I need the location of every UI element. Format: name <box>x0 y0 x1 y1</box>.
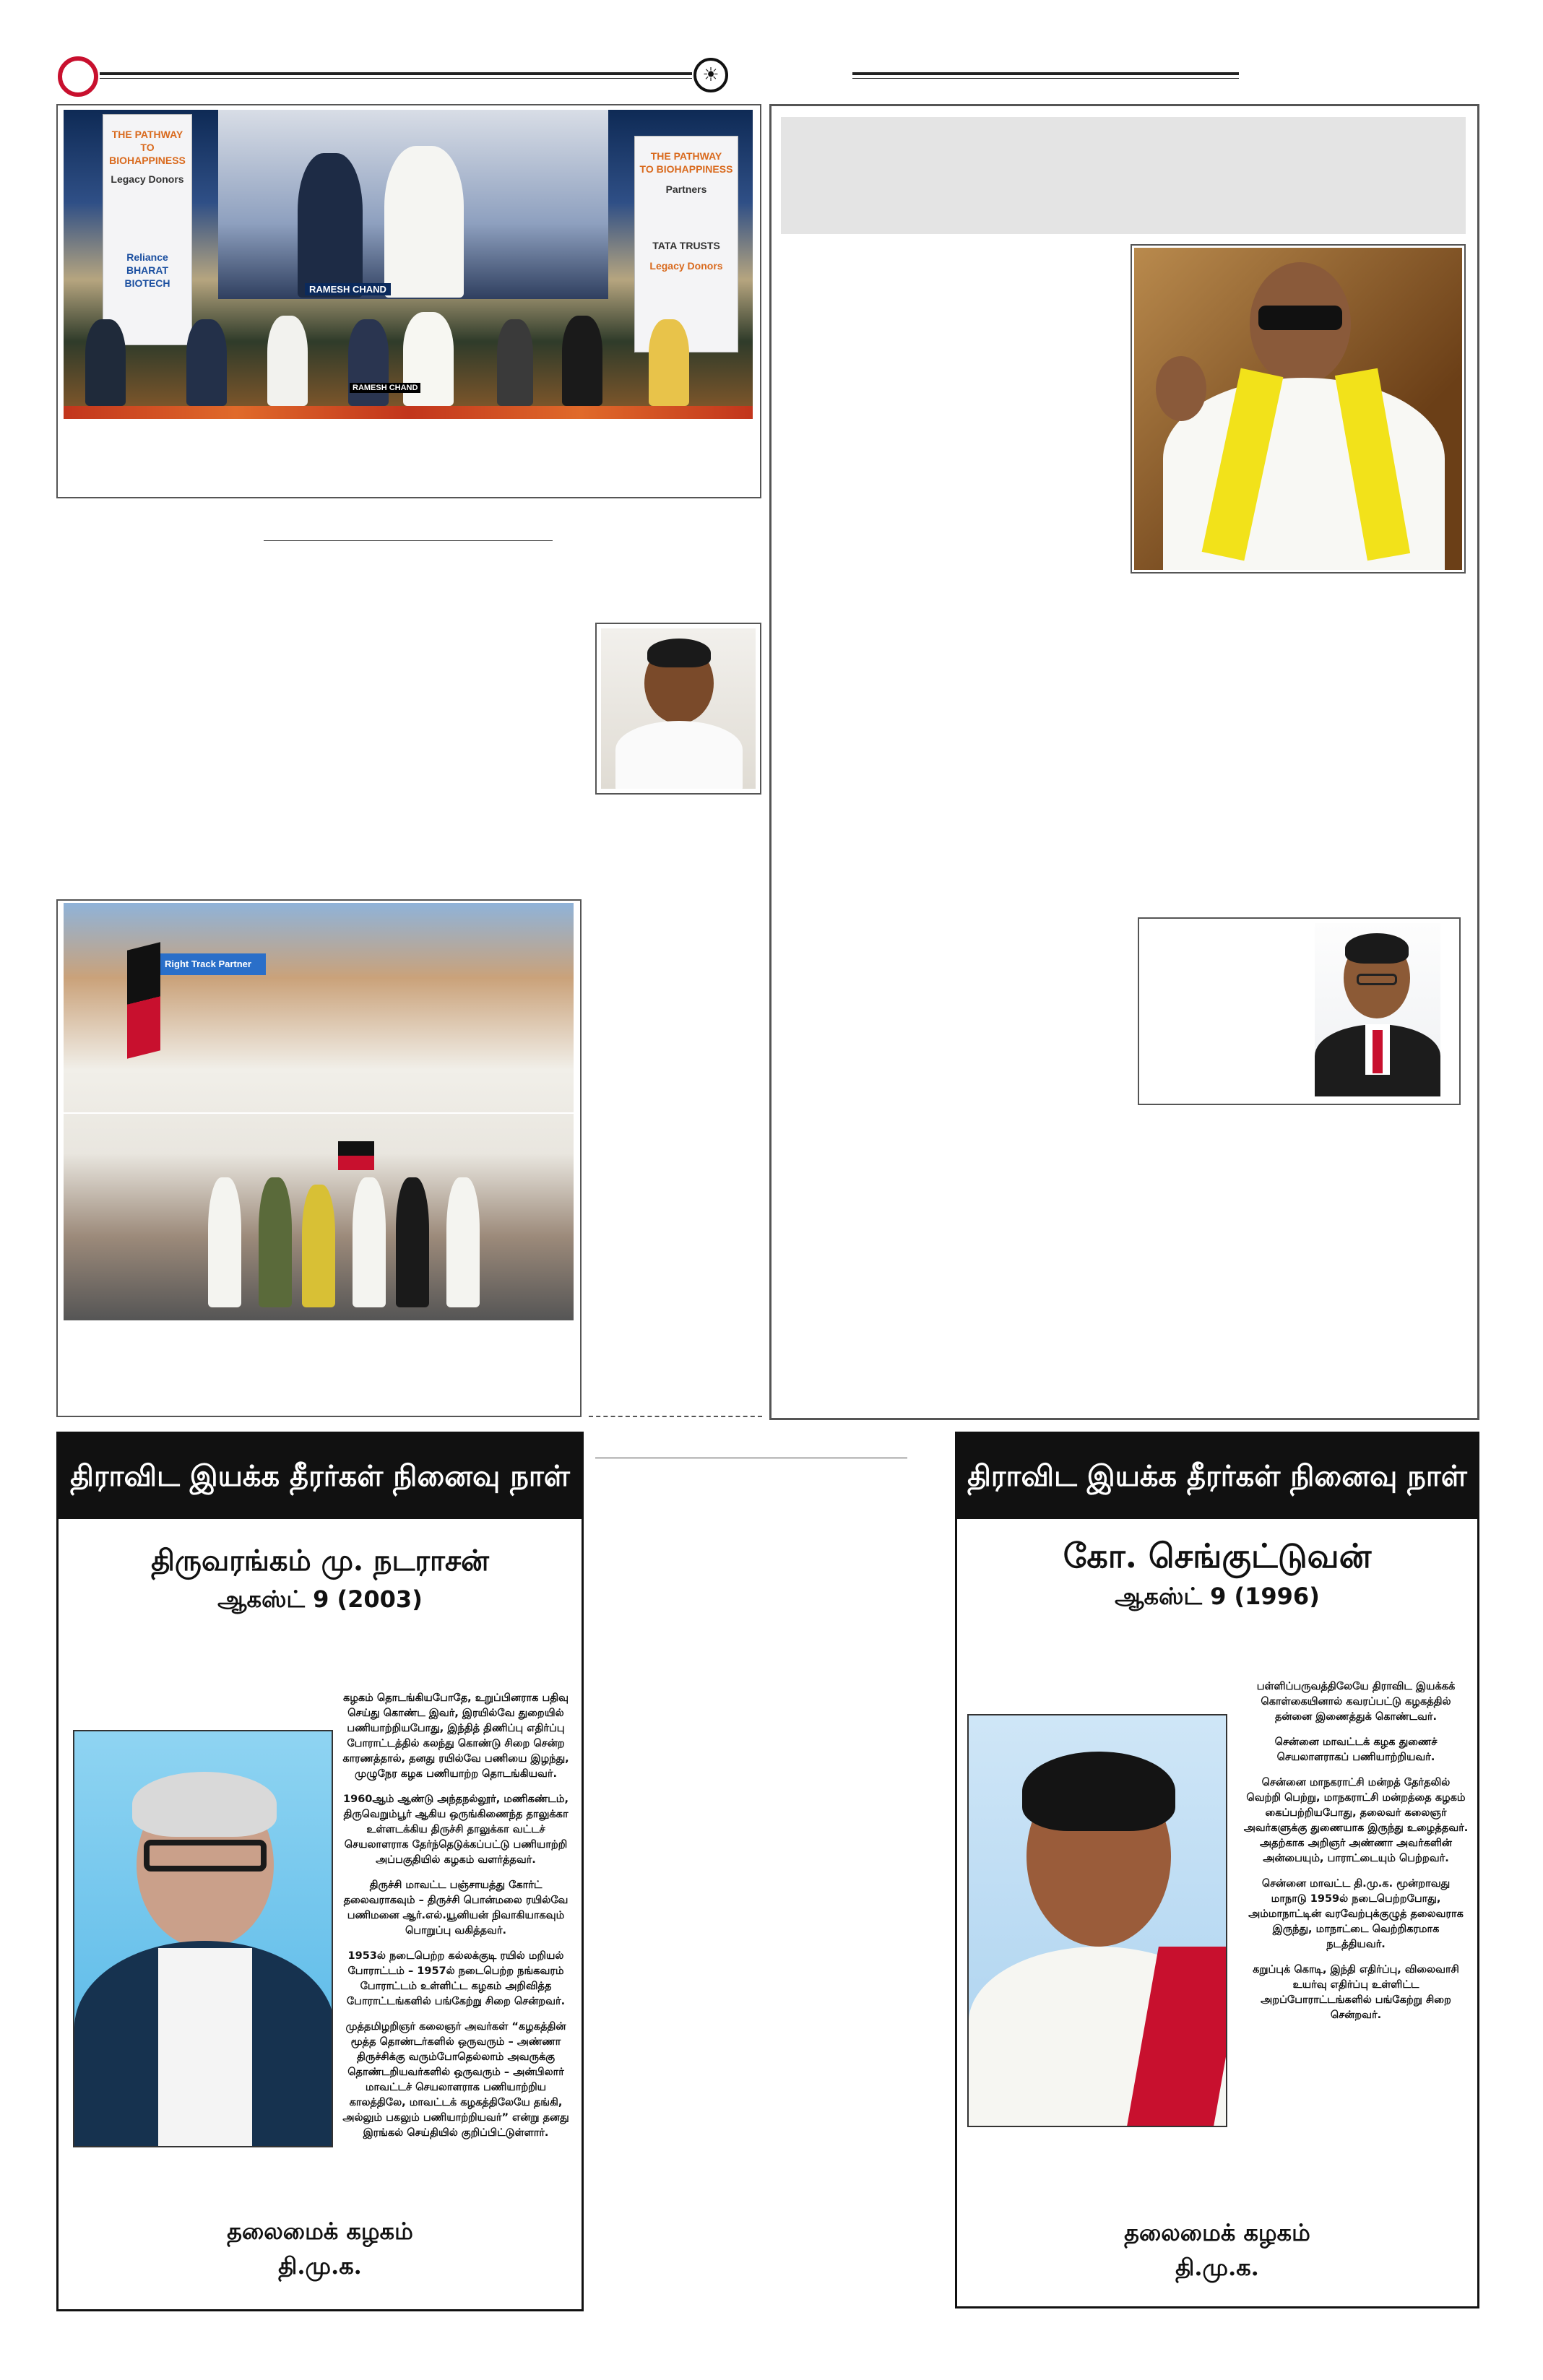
header-rule-right-thin <box>852 78 1239 79</box>
header-rule-right <box>852 72 1239 75</box>
memorial-paragraph: சென்னை மாவட்டக் கழக துணைச் செயலாளராகப் பணியாற்றியவர். <box>1274 1736 1438 1763</box>
page-number-badge <box>58 56 98 97</box>
memorial-paragraph: திருச்சி மாவட்ட பஞ்சாயத்து கோர்ட் தலைவராகவும் – திருச்சி பொன்மலை ரயில்வே பணிமனை ஆர்.எல்.யூனியன் நிவாகியாகவும் பொறுப்பு வகித்தவர். <box>343 1879 569 1937</box>
memorial-footer-line1: தலைமைக் கழகம் <box>227 2217 413 2245</box>
memorial-portrait-natarajan <box>73 1730 333 2147</box>
memorial-footer-line2: தி.மு.க. <box>1175 2254 1259 2281</box>
memorial-name: கோ. செங்குட்டுவன் <box>1063 1536 1372 1575</box>
portrait-photo-small <box>601 628 756 789</box>
memorial-footer-line2: தி.மு.க. <box>278 2252 362 2280</box>
portrait-photo-large <box>1134 248 1462 570</box>
memorial-name: திருவரங்கம் மு. நடராசன் <box>151 1544 489 1578</box>
memorial-date: ஆகஸ்ட் 9 (2003) <box>217 1585 423 1613</box>
memorial-box-natarajan <box>56 1432 584 2311</box>
memorial-paragraph: பள்ளிப்பருவத்திலேயே திராவிட இயக்கக் கொள்கையினால் கவரப்பட்டு கழகத்தில் தன்னை இணைத்துக் கொண்டவர். <box>1256 1681 1456 1723</box>
rally-signboard: Right Track Partner <box>150 953 266 975</box>
stage-caption: RAMESH CHAND <box>350 383 420 393</box>
header-rule-left-thin <box>100 78 692 79</box>
inset-portrait-photo <box>1315 923 1440 1096</box>
memorial-paragraph: சென்னை மாவட்ட தி.மு.க. மூன்றாவது மாநாடு 1959ல் நடைபெற்றபோது, அம்மாநாட்டின் வரவேற்புக்குழுத் தலைவராக இருந்து, மாநாட்டை வெற்றிகரமாக நடத்தியவர். <box>1248 1878 1464 1950</box>
memorial-paragraph: கழகம் தொடங்கியபோதே, உறுப்பினராக பதிவு செய்து கொண்ட இவர், இரயில்வே துறையில் பணியாற்றியபோது, இந்தித் திணிப்பு எதிர்ப்பு போராட்டத்தில் கலந்து கொண்டு சிறை சென்ற காரணத்தால், தனது ரயில்வே பணியை இழந்து, முழுநேர கழக பணியாற்ற தொடங்கியவர். <box>342 1692 569 1780</box>
event-screen <box>218 110 608 299</box>
memorial-paragraph: முத்தமிழறிஞர் கலைஞர் அவர்கள் “கழகத்தின் மூத்த தொண்டர்களில் ஒருவரும் – அண்ணா திருச்சிக்கு வரும்போதெல்லாம் அவருக்கு தொண்டறியவர்களில் ஒருவரும் – அன்பிலார் மாவட்டச் செயலாளராக பணியாற்றிய காலத்திலே, மாவட்டக் கழகத்திலேயே தங்கி, அல்லும் பகலும் பணியாற்றியவர்” என்று தனது இரங்கல் செய்தியில் குறிப்பிட்டுள்ளார். <box>342 2021 569 2139</box>
section-rule-left <box>264 540 553 541</box>
memorial-date: ஆகஸ்ட் 9 (1996) <box>1115 1583 1320 1610</box>
memorial-band-title: திராவிட இயக்க தீரர்கள் நினைவு நாள் <box>957 1434 1477 1519</box>
memorial-paragraph: 1953ல் நடைபெற்ற கல்லக்குடி ரயில் மறியல் போராட்டம் – 1957ல் நடைபெற்ற நங்கவரம் போராட்டம் உள்ளிட்ட கழகம் அறிவித்த போராட்டங்களில் பங்கேற்று சிறை சென்றவர். <box>346 1950 566 2007</box>
memorial-box-senguttuvan <box>955 1432 1479 2308</box>
memorial-paragraph: கறுப்புக் கொடி, இந்தி எதிர்ப்பு, விலைவாசி உயர்வு எதிர்ப்பு உள்ளிட்ட அறப்போராட்டங்களில் பங்கேற்று சிறை சென்றவர். <box>1253 1964 1459 2021</box>
rising-sun-emblem-icon: ☀ <box>693 58 728 92</box>
event-photo <box>64 110 753 419</box>
memorial-text-senguttuvan <box>1243 1679 1469 2033</box>
memorial-portrait-senguttuvan <box>967 1714 1227 2127</box>
memorial-footer <box>59 2214 582 2283</box>
header-rule-left <box>100 72 692 75</box>
event-banner-right: THE PATHWAY TO BIOHAPPINESS Partners TATA TRUSTS Legacy Donors <box>634 136 738 352</box>
screen-caption: RAMESH CHAND <box>305 283 391 295</box>
article-heading-panel <box>781 117 1466 234</box>
memorial-paragraph: 1960ஆம் ஆண்டு அந்தநல்லூர், மணிகண்டம், திருவெறும்பூர் ஆகிய ஒருங்கிணைந்த தாலுக்கா உள்ளடக்கிய திருச்சி தாலுக்கா வட்டச் செயலாளராக தேர்ந்தெடுக்கப்பட்டு பணியாற்றி அப்பகுதியில் கழகம் வளர்த்தவர். <box>343 1793 569 1866</box>
memorial-paragraph: சென்னை மாநகராட்சி மன்றத் தேர்தலில் வெற்றி பெற்று, மாநகராட்சி மன்றத்தை கழகம் கைப்பற்றியபோது, தலைவர் கலைஞர் அவர்களுக்கு துணையாக இருந்து உழைத்தவர். அதற்காக அறிஞர் அண்ணா அவர்களின் அன்பையும், பாராட்டையும் பெற்றவர். <box>1243 1777 1469 1864</box>
memorial-text-natarajan <box>342 1691 570 2151</box>
memorial-band-title: திராவிட இயக்க தீரர்கள் நினைவு நாள் <box>59 1434 582 1519</box>
memorial-footer-line1: தலைமைக் கழகம் <box>1124 2219 1310 2246</box>
dashed-divider <box>589 1416 762 1417</box>
rally-photo <box>64 903 574 1320</box>
memorial-footer <box>957 2215 1477 2285</box>
event-banner-left: THE PATHWAY TO BIOHAPPINESS Legacy Donors Reliance BHARAT BIOTECH <box>103 114 192 345</box>
